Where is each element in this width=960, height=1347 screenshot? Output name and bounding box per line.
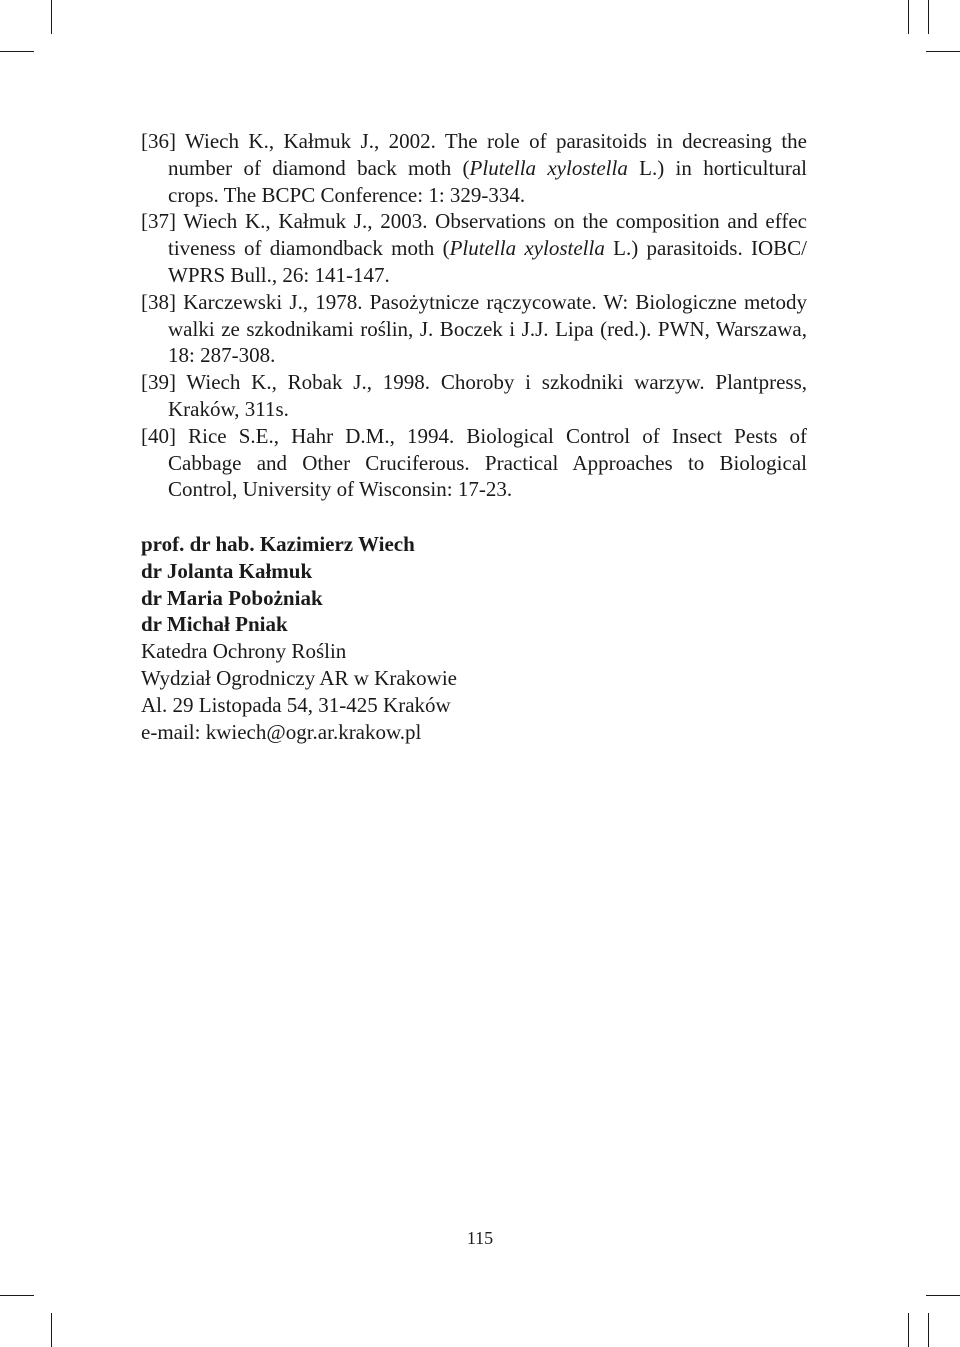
reference-text: [37] Wiech K., Kałmuk J., 2003. Observations on the composition and effec tiveness of diamondback moth (: [141, 209, 807, 261]
department: Katedra Ochrony Roślin: [141, 639, 347, 664]
reference-text: [38] Karczewski J., 1978. Pasożytnicze rączycowate. W: Biologiczne metody walki ze szkodnikami roślin, J. Boczek i J.J. Lipa (red.). PWN, Warszawa, 18: 287-308.: [141, 289, 807, 368]
author-name: dr Maria Pobożniak: [141, 585, 323, 610]
reference-39: [141, 369, 807, 423]
email-address: e-mail: kwiech@ogr.ar.krakow.pl: [141, 719, 422, 744]
reference-text: [39] Wiech K., Robak J., 1998. Choroby i szkodniki warzyw. Plantpress, Kraków, 311s.: [141, 370, 807, 421]
postal-address: Al. 29 Listopada 54, 31-425 Kraków: [141, 692, 451, 717]
reference-text: L.) in horticultural crops. The BCPC Conference: 1: 329-334.: [168, 155, 807, 207]
page-number: 115: [466, 1228, 494, 1248]
reference-36: [141, 128, 807, 208]
reference-text: L.) parasitoids. IOBC/ WPRS Bull., 26: 141-147.: [168, 236, 807, 287]
author-name: prof. dr hab. Kazimierz Wiech: [141, 532, 415, 556]
reference-text: [40] Rice S.E., Hahr D.M., 1994. Biological Control of Insect Pests of Cabbage and Other Cruciferous. Practical Approaches to Biological Control, University of Wisconsin: 17-23.: [141, 423, 807, 502]
reference-38: [141, 289, 807, 369]
reference-text: [36] Wiech K., Kałmuk J., 2002. The role of parasitoids in decreasing the number of diamond back moth (: [141, 129, 807, 180]
species-name: Plutella xylostella: [469, 155, 628, 180]
species-name: Plutella xylostella: [449, 236, 605, 261]
reference-37: [141, 208, 807, 288]
reference-list: [141, 128, 807, 503]
author-name: dr Michał Pniak: [141, 612, 288, 637]
reference-40: [141, 423, 807, 503]
faculty: Wydział Ogrodniczy AR w Krakowie: [141, 665, 457, 690]
author-affiliation-block: [141, 531, 457, 745]
author-name: dr Jolanta Kałmuk: [141, 558, 313, 583]
